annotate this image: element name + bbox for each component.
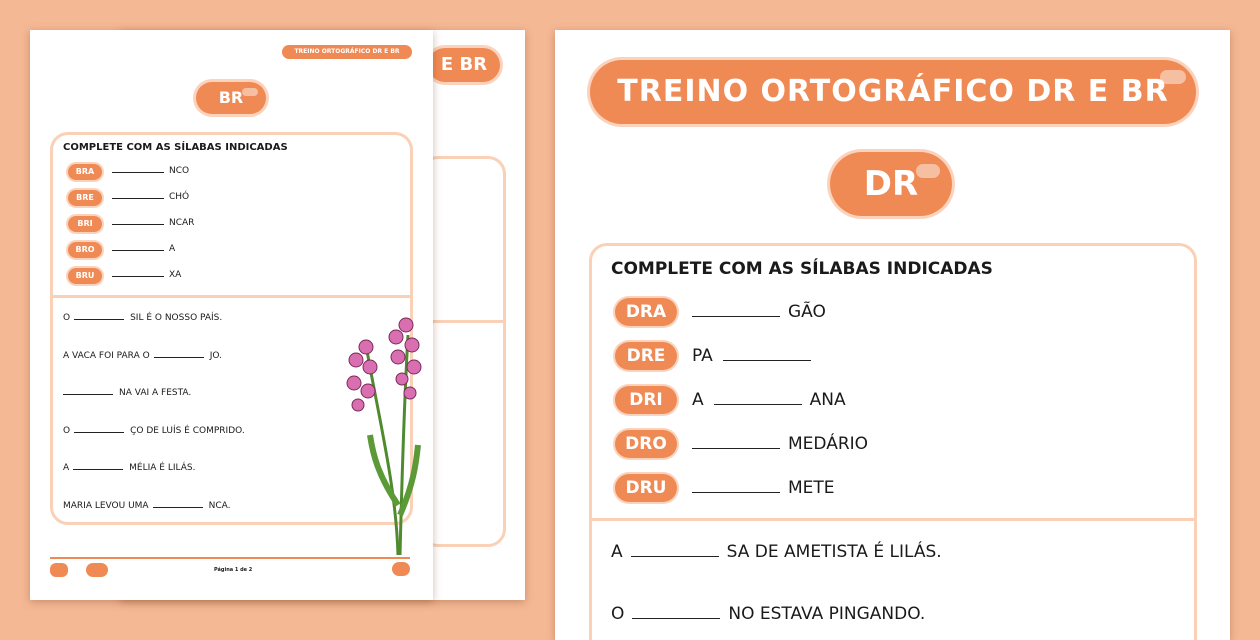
syllable-chip: BRE <box>68 190 102 206</box>
syllable-chip: BRU <box>68 268 102 284</box>
syllable-suffix: ANA <box>809 390 846 410</box>
sentence-row <box>611 604 925 624</box>
syllable-suffix: METE <box>788 478 835 498</box>
back-page-title-pill <box>428 48 500 82</box>
syllable-prefix: A <box>692 390 704 410</box>
answer-blank <box>154 357 204 358</box>
small-page-header-text: TREINO ORTOGRÁFICO DR E BR <box>294 48 400 55</box>
sentence-before: A <box>63 463 70 473</box>
answer-blank <box>692 448 780 449</box>
twinkl-logo <box>50 563 68 577</box>
syllable-chip: BRA <box>68 164 102 180</box>
syllable-suffix: GÃO <box>788 302 826 322</box>
syllable-prefix: PA <box>692 346 713 366</box>
sentence-before: A <box>611 542 623 562</box>
answer-blank <box>74 432 124 433</box>
sentence-after: SIL É O NOSSO PAÍS. <box>130 313 223 323</box>
main-title-pill <box>590 60 1196 124</box>
main-pill <box>830 152 952 216</box>
sentence-after: ÇO DE LUÍS É COMPRIDO. <box>130 425 245 436</box>
small-page-pill-text: BR <box>218 88 244 107</box>
sentence-after: JO. <box>209 350 222 361</box>
syllable-row <box>692 478 835 498</box>
small-page-footer-line <box>50 557 410 559</box>
syllable-chip: BRO <box>68 242 102 258</box>
answer-blank <box>112 172 164 173</box>
sentence-row <box>63 426 245 436</box>
sentence-row <box>611 542 942 562</box>
sentence-row <box>63 313 222 323</box>
syllable-suffix: CHÓ <box>169 192 190 202</box>
syllable-row <box>112 244 175 254</box>
sentence-before: A VACA FOI PARA O <box>63 350 150 361</box>
syllable-chip: DRU <box>615 474 677 502</box>
answer-blank <box>73 469 123 470</box>
answer-blank <box>63 394 113 395</box>
sentence-before: O <box>63 313 71 323</box>
orchid-illustration <box>318 305 428 555</box>
back-page-divider <box>423 320 503 323</box>
syllable-suffix: XA <box>169 270 182 280</box>
answer-blank <box>692 316 780 317</box>
syllable-suffix: MEDÁRIO <box>788 434 869 454</box>
syllable-chip: DRE <box>615 342 677 370</box>
syllable-row <box>692 302 826 322</box>
sentence-before: O <box>63 425 71 436</box>
syllable-row <box>112 192 189 202</box>
small-page-pill <box>196 82 266 114</box>
pill-shine <box>916 164 940 178</box>
sentence-after: NA VAI A FESTA. <box>119 388 192 398</box>
answer-blank <box>112 198 164 199</box>
answer-blank <box>692 492 780 493</box>
title-shine <box>1160 70 1186 84</box>
small-page-divider <box>53 295 410 298</box>
small-page <box>30 30 433 600</box>
small-instruction: COMPLETE COM AS SÍLABAS INDICADAS <box>63 142 288 153</box>
answer-blank <box>153 507 203 508</box>
footer-logo-right <box>392 562 410 576</box>
sentence-row <box>63 388 191 398</box>
sentence-after: SA DE AMETISTA É LILÁS. <box>726 542 942 562</box>
syllable-suffix: NCO <box>169 166 190 176</box>
back-page-title: E BR <box>440 54 488 75</box>
syllable-chip: BRI <box>68 216 102 232</box>
main-box <box>589 243 1197 640</box>
main-pill-text: DR <box>863 164 919 204</box>
main-page <box>555 30 1230 640</box>
sentence-before: O <box>611 604 625 624</box>
answer-blank <box>74 319 124 320</box>
sentence-before: MARIA LEVOU UMA <box>63 500 149 511</box>
syllable-suffix: NCAR <box>169 218 195 228</box>
syllable-suffix: A <box>169 244 176 254</box>
pill-shine <box>242 88 258 96</box>
answer-blank <box>631 556 719 557</box>
small-page-footer-page: Página 1 de 2 <box>214 567 253 573</box>
main-divider <box>592 518 1194 521</box>
syllable-row <box>112 166 189 176</box>
syllable-chip: DRA <box>615 298 677 326</box>
syllable-row <box>692 346 811 366</box>
answer-blank <box>112 276 164 277</box>
answer-blank <box>714 404 802 405</box>
syllable-row <box>692 390 846 410</box>
main-title: TREINO ORTOGRÁFICO DR E BR <box>617 74 1169 109</box>
main-instruction: COMPLETE COM AS SÍLABAS INDICADAS <box>611 259 993 279</box>
answer-blank <box>112 224 164 225</box>
sentence-after: NO ESTAVA PINGANDO. <box>728 604 926 624</box>
sentence-row <box>63 463 195 473</box>
sentence-row <box>63 351 222 361</box>
answer-blank <box>112 250 164 251</box>
small-page-header <box>282 45 412 59</box>
syllable-chip: DRI <box>615 386 677 414</box>
sentence-after: MÉLIA É LILÁS. <box>129 463 196 473</box>
twinkl-logo-round <box>86 563 108 577</box>
sentence-after: NCA. <box>208 500 231 511</box>
answer-blank <box>723 360 811 361</box>
syllable-row <box>112 218 194 228</box>
answer-blank <box>632 618 720 619</box>
sentence-row <box>63 501 230 511</box>
syllable-chip: DRO <box>615 430 677 458</box>
syllable-row <box>112 270 181 280</box>
syllable-row <box>692 434 868 454</box>
